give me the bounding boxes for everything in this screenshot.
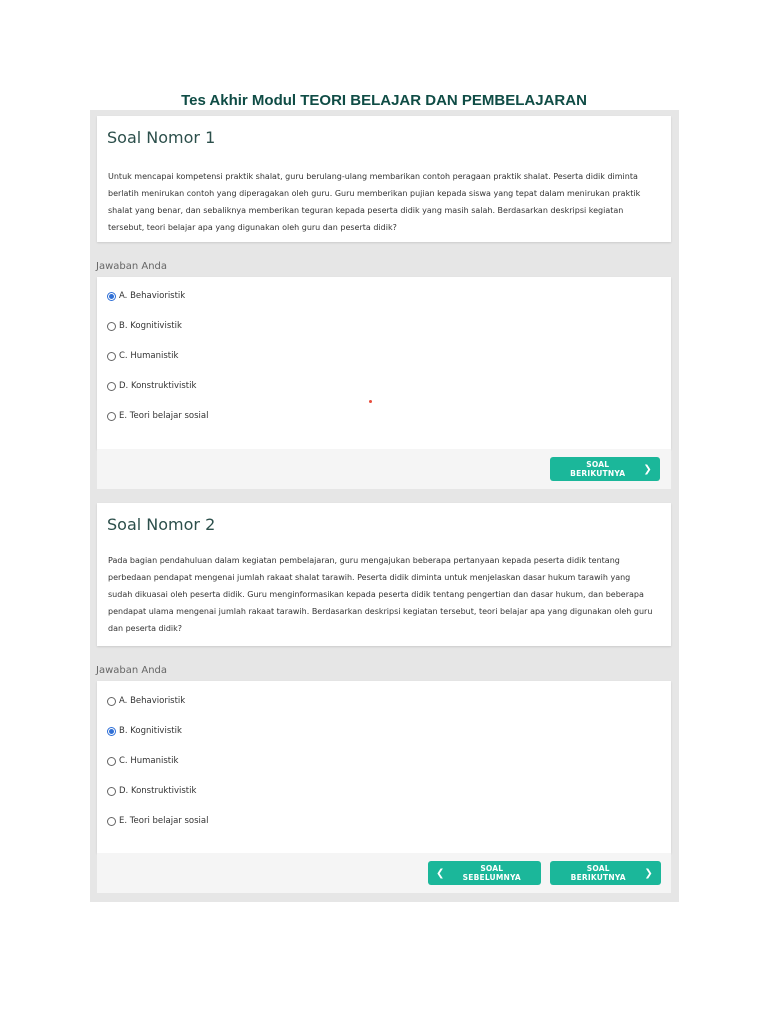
option-a[interactable] xyxy=(107,291,185,301)
previous-question-button[interactable] xyxy=(428,861,541,885)
question-footer-1 xyxy=(97,449,671,489)
answer-options-1 xyxy=(97,277,671,449)
page-title: Tes Akhir Modul TEORI BELAJAR DAN PEMBELAJARAN xyxy=(181,92,587,109)
radio-checked-icon[interactable] xyxy=(107,292,116,301)
option-b[interactable] xyxy=(107,726,182,736)
option-label: C. Humanistik xyxy=(119,756,179,766)
option-label: B. Kognitivistik xyxy=(119,321,182,331)
question-card-2 xyxy=(97,503,671,646)
radio-checked-icon[interactable] xyxy=(107,727,116,736)
button-label: SOAL SEBELUMNYA xyxy=(462,864,521,882)
radio-icon[interactable] xyxy=(107,817,116,826)
button-label: SOAL BERIKUTNYA xyxy=(570,460,626,478)
button-label: SOAL BERIKUTNYA xyxy=(570,864,626,882)
cursor-marker xyxy=(369,400,372,403)
radio-icon[interactable] xyxy=(107,412,116,421)
option-a[interactable] xyxy=(107,696,185,706)
next-question-button[interactable] xyxy=(550,457,660,481)
option-label: D. Konstruktivistik xyxy=(119,786,197,796)
option-e[interactable] xyxy=(107,816,208,826)
question-title: Soal Nomor 1 xyxy=(107,128,216,147)
question-card-1 xyxy=(97,116,671,242)
quiz-sheet xyxy=(90,110,679,902)
answer-label: Jawaban Anda xyxy=(96,261,168,272)
option-e[interactable] xyxy=(107,411,208,421)
question-text: Pada bagian pendahuluan dalam kegiatan pembelajaran, guru mengajukan beberapa pertanyaan kepada peserta didik tentang perbedaan pendapat mengenai jumlah rakaat shalat tarawih. Peserta didik diminta untuk menjelaskan dasar hukum tarawih yang sudah dikuasai oleh peserta didik. Guru menginformasikan kepada peserta didik tentang pengertian dan dasar hukum, dan beberapa pendapat ulama mengenai jumlah rakaat tarawih. Berdasarkan deskripsi kegiatan tersebut, teori belajar apa yang digunakan oleh guru dan peserta didik? xyxy=(108,556,653,633)
chevron-right-icon: ❯ xyxy=(644,867,653,879)
option-label: A. Behavioristik xyxy=(119,291,186,301)
option-label: A. Behavioristik xyxy=(119,696,186,706)
option-label: C. Humanistik xyxy=(119,351,179,361)
chevron-left-icon: ❮ xyxy=(436,867,445,879)
question-footer-2 xyxy=(97,853,671,893)
option-label: D. Konstruktivistik xyxy=(119,381,197,391)
radio-icon[interactable] xyxy=(107,757,116,766)
option-label: B. Kognitivistik xyxy=(119,726,182,736)
option-d[interactable] xyxy=(107,786,196,796)
question-text: Untuk mencapai kompetensi praktik shalat, guru berulang-ulang membarikan contoh peragaan praktik shalat. Peserta didik diminta berlatih menirukan contoh yang diperagakan oleh guru. Guru memberikan pujian kepada siswa yang tepat dalam menirukan praktik shalat yang benar, dan sebaliknya memberikan teguran kepada peserta didik yang masih salah. Berdasarkan deskripsi kegiatan tersebut, teori belajar apa yang digunakan oleh guru dan peserta didik? xyxy=(108,172,641,232)
option-c[interactable] xyxy=(107,351,178,361)
option-label: E. Teori belajar sosial xyxy=(119,816,209,826)
answer-label: Jawaban Anda xyxy=(96,665,168,676)
radio-icon[interactable] xyxy=(107,697,116,706)
option-b[interactable] xyxy=(107,321,182,331)
option-label: E. Teori belajar sosial xyxy=(119,411,209,421)
next-question-button[interactable] xyxy=(550,861,661,885)
chevron-right-icon: ❯ xyxy=(643,463,652,475)
radio-icon[interactable] xyxy=(107,787,116,796)
answer-options-2 xyxy=(97,681,671,853)
radio-icon[interactable] xyxy=(107,322,116,331)
option-d[interactable] xyxy=(107,381,196,391)
question-title: Soal Nomor 2 xyxy=(107,515,216,534)
radio-icon[interactable] xyxy=(107,382,116,391)
radio-icon[interactable] xyxy=(107,352,116,361)
option-c[interactable] xyxy=(107,756,178,766)
